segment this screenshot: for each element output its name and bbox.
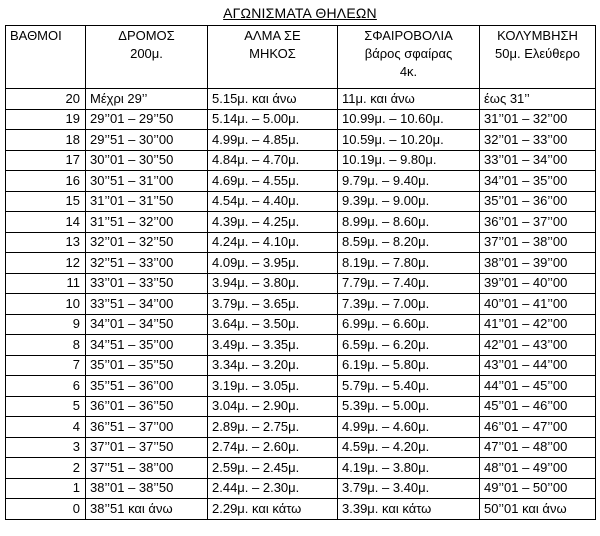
header-line: ΒΑΘΜΟΙ <box>10 28 62 43</box>
cell-swimming-50m: 47’’01 – 48’’00 <box>480 437 596 458</box>
cell-points: 2 <box>6 458 86 479</box>
cell-long-jump: 4.84μ. – 4.70μ. <box>208 150 338 171</box>
cell-points: 10 <box>6 294 86 315</box>
cell-shot-put: 8.99μ. – 8.60μ. <box>338 212 480 233</box>
cell-shot-put: 6.99μ. – 6.60μ. <box>338 314 480 335</box>
cell-points: 19 <box>6 109 86 130</box>
cell-swimming-50m: 44’’01 – 45’’00 <box>480 376 596 397</box>
cell-points: 1 <box>6 478 86 499</box>
cell-shot-put: 6.19μ. – 5.80μ. <box>338 355 480 376</box>
header-line: ΔΡΟΜΟΣ <box>118 28 175 43</box>
cell-points: 4 <box>6 417 86 438</box>
cell-swimming-50m: έως 31’’ <box>480 89 596 110</box>
table-row <box>6 232 596 253</box>
cell-long-jump: 2.89μ. – 2.75μ. <box>208 417 338 438</box>
cell-swimming-50m: 32’’01 – 33’’00 <box>480 130 596 151</box>
cell-shot-put: 10.19μ. – 9.80μ. <box>338 150 480 171</box>
table-row <box>6 376 596 397</box>
cell-points: 6 <box>6 376 86 397</box>
cell-running-200m: 35’’51 – 36’’00 <box>86 376 208 397</box>
cell-points: 18 <box>6 130 86 151</box>
cell-points: 20 <box>6 89 86 110</box>
document-title: ΑΓΩΝΙΣΜΑΤΑ ΘΗΛΕΩΝ <box>223 5 377 21</box>
cell-long-jump: 3.19μ. – 3.05μ. <box>208 376 338 397</box>
cell-swimming-50m: 38’’01 – 39’’00 <box>480 253 596 274</box>
cell-shot-put: 10.59μ. – 10.20μ. <box>338 130 480 151</box>
table-row <box>6 273 596 294</box>
cell-swimming-50m: 39’’01 – 40’’00 <box>480 273 596 294</box>
header-long-jump <box>208 26 338 89</box>
cell-running-200m: 34’’51 – 35’’00 <box>86 335 208 356</box>
cell-running-200m: 37’’01 – 37’’50 <box>86 437 208 458</box>
cell-running-200m: 32’’01 – 32’’50 <box>86 232 208 253</box>
cell-swimming-50m: 50’’01 και άνω <box>480 499 596 520</box>
cell-points: 3 <box>6 437 86 458</box>
header-line: βάρος σφαίρας <box>364 46 453 61</box>
cell-points: 17 <box>6 150 86 171</box>
cell-points: 16 <box>6 171 86 192</box>
cell-swimming-50m: 46’’01 – 47’’00 <box>480 417 596 438</box>
cell-shot-put: 4.99μ. – 4.60μ. <box>338 417 480 438</box>
cell-long-jump: 2.74μ. – 2.60μ. <box>208 437 338 458</box>
cell-long-jump: 4.69μ. – 4.55μ. <box>208 171 338 192</box>
cell-long-jump: 3.04μ. – 2.90μ. <box>208 396 338 417</box>
table-row <box>6 499 596 520</box>
table-row <box>6 437 596 458</box>
header-running-200m <box>86 26 208 89</box>
cell-swimming-50m: 34’’01 – 35’’00 <box>480 171 596 192</box>
cell-swimming-50m: 33’’01 – 34’’00 <box>480 150 596 171</box>
cell-running-200m: 30’’01 – 30’’50 <box>86 150 208 171</box>
table-row <box>6 294 596 315</box>
cell-shot-put: 9.39μ. – 9.00μ. <box>338 191 480 212</box>
table-row <box>6 478 596 499</box>
table-row <box>6 253 596 274</box>
cell-shot-put: 3.39μ. και κάτω <box>338 499 480 520</box>
cell-long-jump: 2.29μ. και κάτω <box>208 499 338 520</box>
cell-points: 0 <box>6 499 86 520</box>
header-row <box>6 26 596 89</box>
cell-swimming-50m: 43’’01 – 44’’00 <box>480 355 596 376</box>
cell-points: 8 <box>6 335 86 356</box>
cell-swimming-50m: 45’’01 – 46’’00 <box>480 396 596 417</box>
cell-swimming-50m: 42’’01 – 43’’00 <box>480 335 596 356</box>
header-line: ΑΛΜΑ ΣΕ <box>244 28 301 43</box>
cell-running-200m: 36’’01 – 36’’50 <box>86 396 208 417</box>
cell-long-jump: 2.44μ. – 2.30μ. <box>208 478 338 499</box>
header-swimming-50m <box>480 26 596 89</box>
cell-long-jump: 4.99μ. – 4.85μ. <box>208 130 338 151</box>
table-row <box>6 314 596 335</box>
cell-running-200m: 30’’51 – 31’’00 <box>86 171 208 192</box>
table-row <box>6 171 596 192</box>
cell-long-jump: 4.54μ. – 4.40μ. <box>208 191 338 212</box>
cell-running-200m: 38’’51 και άνω <box>86 499 208 520</box>
cell-long-jump: 3.49μ. – 3.35μ. <box>208 335 338 356</box>
cell-swimming-50m: 35’’01 – 36’’00 <box>480 191 596 212</box>
cell-points: 7 <box>6 355 86 376</box>
table-row <box>6 109 596 130</box>
header-line: 200μ. <box>130 46 163 61</box>
table-row <box>6 191 596 212</box>
table-row <box>6 458 596 479</box>
cell-running-200m: 33’’01 – 33’’50 <box>86 273 208 294</box>
cell-shot-put: 3.79μ. – 3.40μ. <box>338 478 480 499</box>
cell-shot-put: 6.59μ. – 6.20μ. <box>338 335 480 356</box>
cell-running-200m: 35’’01 – 35’’50 <box>86 355 208 376</box>
cell-running-200m: 29’’51 – 30’’00 <box>86 130 208 151</box>
cell-long-jump: 3.34μ. – 3.20μ. <box>208 355 338 376</box>
table-row <box>6 89 596 110</box>
cell-running-200m: Μέχρι 29’’ <box>86 89 208 110</box>
scoring-table <box>5 25 596 520</box>
cell-shot-put: 4.19μ. – 3.80μ. <box>338 458 480 479</box>
cell-points: 9 <box>6 314 86 335</box>
header-line: ΣΦΑΙΡΟΒΟΛΙΑ <box>364 28 453 43</box>
cell-running-200m: 38’’01 – 38’’50 <box>86 478 208 499</box>
table-row <box>6 417 596 438</box>
table-row <box>6 396 596 417</box>
cell-running-200m: 37’’51 – 38’’00 <box>86 458 208 479</box>
header-line: 4κ. <box>399 64 418 79</box>
cell-shot-put: 8.59μ. – 8.20μ. <box>338 232 480 253</box>
cell-shot-put: 10.99μ. – 10.60μ. <box>338 109 480 130</box>
cell-shot-put: 11μ. και άνω <box>338 89 480 110</box>
table-row <box>6 130 596 151</box>
cell-swimming-50m: 40’’01 – 41’’00 <box>480 294 596 315</box>
cell-shot-put: 8.19μ. – 7.80μ. <box>338 253 480 274</box>
cell-shot-put: 7.79μ. – 7.40μ. <box>338 273 480 294</box>
cell-swimming-50m: 48’’01 – 49’’00 <box>480 458 596 479</box>
cell-swimming-50m: 31’’01 – 32’’00 <box>480 109 596 130</box>
table-row <box>6 212 596 233</box>
cell-points: 14 <box>6 212 86 233</box>
cell-shot-put: 5.79μ. – 5.40μ. <box>338 376 480 397</box>
cell-long-jump: 3.94μ. – 3.80μ. <box>208 273 338 294</box>
header-line: ΜΗΚΟΣ <box>249 46 296 61</box>
cell-running-200m: 32’’51 – 33’’00 <box>86 253 208 274</box>
cell-swimming-50m: 49’’01 – 50’’00 <box>480 478 596 499</box>
header-shot-put <box>338 26 480 89</box>
cell-running-200m: 31’’01 – 31’’50 <box>86 191 208 212</box>
cell-swimming-50m: 37’’01 – 38’’00 <box>480 232 596 253</box>
cell-long-jump: 4.09μ. – 3.95μ. <box>208 253 338 274</box>
cell-swimming-50m: 41’’01 – 42’’00 <box>480 314 596 335</box>
cell-running-200m: 31’’51 – 32’’00 <box>86 212 208 233</box>
cell-long-jump: 4.39μ. – 4.25μ. <box>208 212 338 233</box>
cell-points: 11 <box>6 273 86 294</box>
cell-points: 13 <box>6 232 86 253</box>
cell-long-jump: 3.79μ. – 3.65μ. <box>208 294 338 315</box>
cell-long-jump: 3.64μ. – 3.50μ. <box>208 314 338 335</box>
cell-points: 15 <box>6 191 86 212</box>
cell-long-jump: 4.24μ. – 4.10μ. <box>208 232 338 253</box>
table-row <box>6 335 596 356</box>
cell-shot-put: 4.59μ. – 4.20μ. <box>338 437 480 458</box>
cell-long-jump: 2.59μ. – 2.45μ. <box>208 458 338 479</box>
header-line: 50μ. Ελεύθερο <box>495 46 580 61</box>
cell-running-200m: 34’’01 – 34’’50 <box>86 314 208 335</box>
cell-long-jump: 5.14μ. – 5.00μ. <box>208 109 338 130</box>
cell-shot-put: 5.39μ. – 5.00μ. <box>338 396 480 417</box>
cell-running-200m: 33’’51 – 34’’00 <box>86 294 208 315</box>
table-row <box>6 150 596 171</box>
table-header <box>6 26 596 89</box>
cell-points: 12 <box>6 253 86 274</box>
cell-points: 5 <box>6 396 86 417</box>
header-line: ΚΟΛΥΜΒΗΣΗ <box>497 28 578 43</box>
cell-running-200m: 29’’01 – 29’’50 <box>86 109 208 130</box>
cell-shot-put: 9.79μ. – 9.40μ. <box>338 171 480 192</box>
cell-running-200m: 36’’51 – 37’’00 <box>86 417 208 438</box>
table-row <box>6 355 596 376</box>
table-body <box>6 89 596 520</box>
cell-long-jump: 5.15μ. και άνω <box>208 89 338 110</box>
cell-swimming-50m: 36’’01 – 37’’00 <box>480 212 596 233</box>
header-points <box>6 26 86 89</box>
cell-shot-put: 7.39μ. – 7.00μ. <box>338 294 480 315</box>
